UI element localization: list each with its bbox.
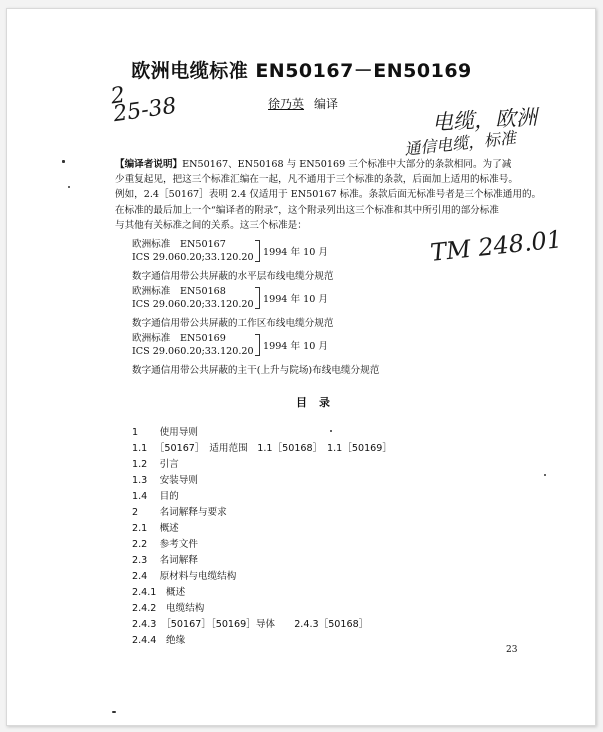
toc-item: 1 使用导则	[132, 427, 198, 438]
toc-item: 2.4 原材料与电缆结构	[132, 571, 237, 582]
toc-item: 2.2 参考文件	[132, 539, 198, 550]
author-name: 徐乃英	[268, 97, 305, 111]
standard-date: 1994 年 10 月	[263, 341, 328, 352]
scan-speck	[330, 430, 332, 432]
toc-item: 2.4.4 绝缘	[132, 635, 186, 646]
toc-item: 2 名词解释与要求	[132, 507, 227, 518]
standard-date: 1994 年 10 月	[263, 247, 328, 258]
toc-item: 1.2 引言	[132, 459, 179, 470]
toc-item: 1.1 ［50167］ 适用范围 1.1［50168］ 1.1［50169］	[132, 443, 392, 454]
standard-brace	[255, 287, 260, 309]
editor-note-line: EN50167、EN50168 与 EN50169 三个标准中大部分的条款相同。为了减	[182, 159, 512, 170]
scan-speck	[68, 186, 70, 188]
toc-item: 2.4.3 ［50167］［50169］导体 2.4.3［50168］	[132, 619, 369, 630]
author-role: 编译	[314, 97, 339, 111]
author-line	[268, 95, 338, 112]
scan-speck	[62, 160, 65, 163]
standard-code: 欧洲标准 EN50169	[132, 333, 226, 344]
editor-note	[115, 157, 545, 233]
standard-brace	[255, 240, 260, 262]
toc-item: 2.3 名词解释	[132, 555, 198, 566]
document-title: 欧洲电缆标准 EN50167－EN50169	[131, 60, 472, 82]
scan-speck	[544, 474, 546, 476]
editor-note-line: 例如，2.4［50167］表明 2.4 仅适用于 EN50167 标准。条款后面无标准号者是三个标准通用的。	[115, 189, 542, 201]
handwritten-classification: TM 248.01	[428, 225, 564, 267]
handwritten-keywords-line2: 通信电缆，标准	[403, 128, 517, 159]
standard-ics: ICS 29.060.20;33.120.20	[132, 299, 254, 310]
standard-code: 欧洲标准 EN50167	[132, 239, 226, 250]
standard-date: 1994 年 10 月	[263, 294, 328, 305]
handwritten-keywords-line1: 电缆，欧洲	[431, 105, 538, 135]
standard-title: 数字通信用带公共屏蔽的工作区布线电缆分规范	[132, 318, 334, 329]
standard-ics: ICS 29.060.20;33.120.20	[132, 346, 254, 357]
page-number: 23	[506, 645, 518, 655]
editor-note-line: 与其他有关标准之间的关系。这三个标准是：	[115, 219, 307, 231]
toc-item: 2.4.2 电缆结构	[132, 603, 205, 614]
toc-item: 1.4 目的	[132, 491, 179, 502]
editor-note-lead: 【编译者说明】	[115, 159, 183, 170]
editor-note-line: 在标准的最后加上一个“编译者的附录”，这个附录列出这三个标准和其中所引用的部分标准	[115, 204, 499, 216]
handwritten-note-topleft: 2 25-38	[109, 82, 179, 128]
toc-item: 2.4.1 概述	[132, 587, 186, 598]
standard-title: 数字通信用带公共屏蔽的水平层布线电缆分规范	[132, 271, 334, 282]
editor-note-line: 少重复起见，把这三个标准汇编在一起，凡不通用于三个标准的条款，后面加上适用的标准号。	[115, 174, 518, 186]
scan-speck	[112, 711, 116, 713]
standard-ics: ICS 29.060.20;33.120.20	[132, 252, 254, 263]
standard-title: 数字通信用带公共屏蔽的主干(上升与院场)布线电缆分规范	[132, 365, 380, 376]
toc-item: 2.1 概述	[132, 523, 179, 534]
toc-item: 1.3 安装导则	[132, 475, 198, 486]
toc-title: 目录	[296, 396, 342, 409]
standard-code: 欧洲标准 EN50168	[132, 286, 226, 297]
standard-brace	[255, 334, 260, 356]
